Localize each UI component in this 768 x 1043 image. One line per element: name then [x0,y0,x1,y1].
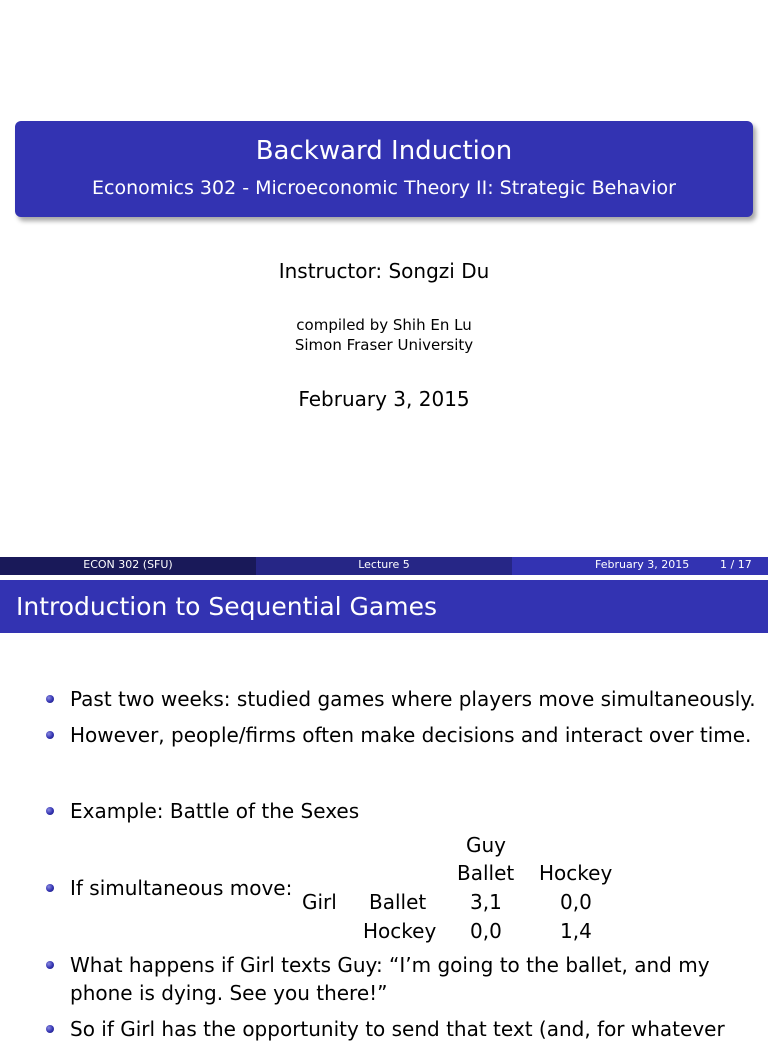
payoff-cell: 3,1 [470,890,502,914]
compiled-by: compiled by Shih En Lu [296,316,472,334]
bullet-icon [46,884,54,892]
row-player-label: Girl [302,890,337,914]
list-item-continuation: phone is dying. See you there!” [70,981,388,1005]
slide-footer [0,557,768,575]
content-slide: Introduction to Sequential Games Past two weeks: studied games where players move simultaneously. However, people/firms often make decisions and interact over time. Example: Battle of the Sexes If simultaneous move: Guy Ballet Hockey Girl Ballet 3,1 0,0 Hockey 0,0 1,4 What happens if Girl texts Guy: “I’m going to the ballet, and my phone is dying. See you there!” So if Girl has the opportunity to send that text (and, for whatever [0,575,768,1024]
footer-page-number: 1 / 17 [720,558,752,571]
footer-course: ECON 302 (SFU) [0,557,256,575]
row-header: Ballet [369,890,427,914]
instructor: Instructor: Songzi Du [278,259,490,283]
footer-right [512,557,768,575]
bullet-icon [46,731,54,739]
bullet-icon [46,807,54,815]
col-header: Ballet [457,861,515,885]
row-header: Hockey [363,919,437,943]
frame-title-bar [0,580,768,633]
footer-lecture: Lecture 5 [256,557,512,575]
slide-subtitle: Economics 302 - Microeconomic Theory II: Strategic Behavior [92,177,676,199]
payoff-cell: 0,0 [470,919,502,943]
col-player-label: Guy [466,833,507,857]
slide-title: Backward Induction [255,136,513,166]
frame-title: Introduction to Sequential Games [16,592,437,621]
payoff-cell: 0,0 [560,890,592,914]
title-block [15,121,753,217]
presentation-date: February 3, 2015 [298,387,470,411]
payoff-cell: 1,4 [560,919,592,943]
footer-date: February 3, 2015 [595,558,690,571]
bullet-icon [46,695,54,703]
col-header: Hockey [539,861,613,885]
university: Simon Fraser University [294,336,474,354]
bullet-icon [46,1025,54,1033]
bullet-icon [46,961,54,969]
